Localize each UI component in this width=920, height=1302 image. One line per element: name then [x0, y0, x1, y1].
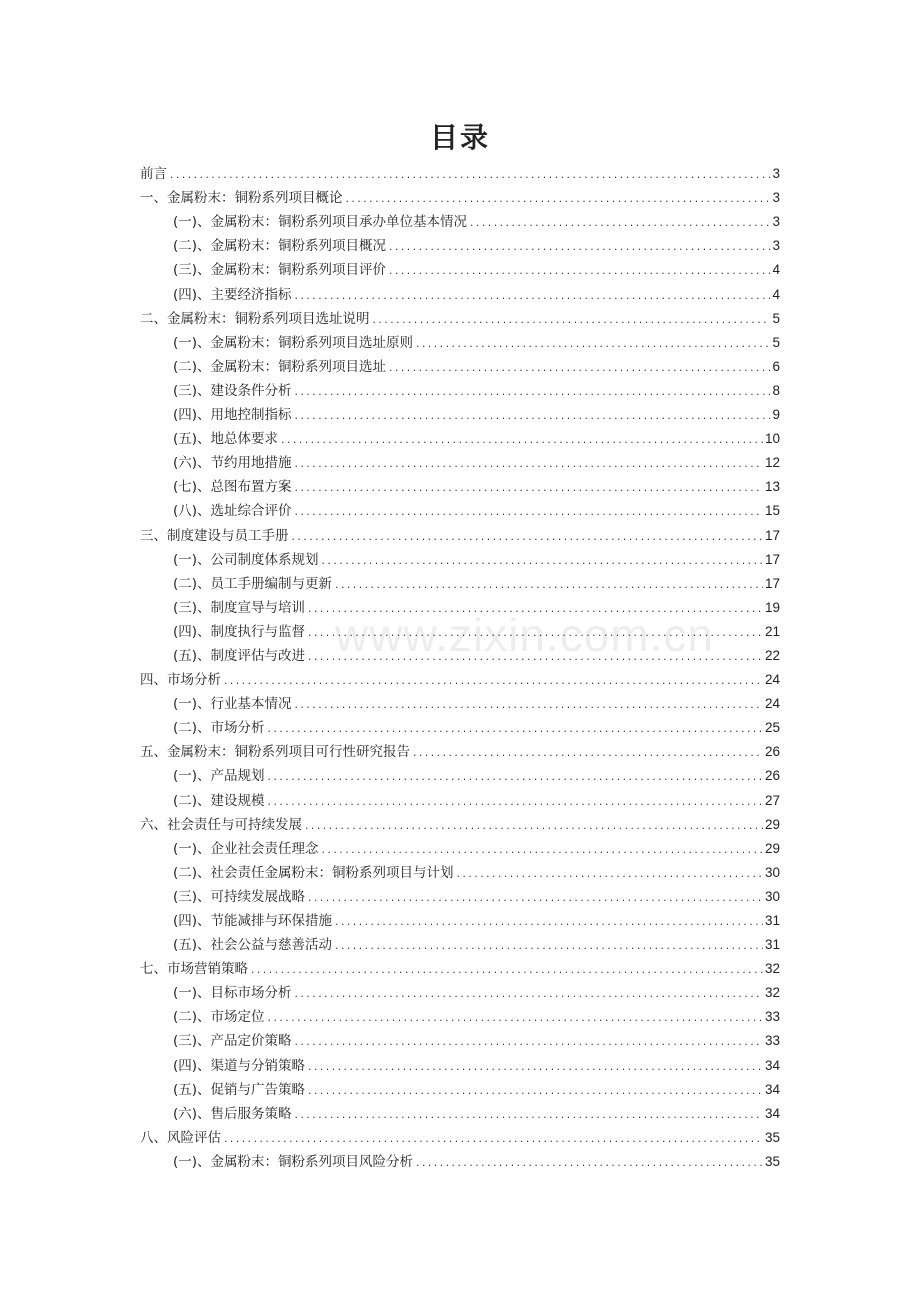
toc-subentry[interactable]: [140, 1102, 780, 1126]
toc-entry-label: (一)、企业社会责任理念: [173, 840, 319, 857]
toc-page-number: 22: [764, 647, 780, 663]
toc-dot-leader: [307, 648, 763, 668]
toc-subentry[interactable]: [140, 837, 780, 861]
toc-subentry[interactable]: [140, 475, 780, 499]
toc-page-number: 17: [764, 527, 780, 543]
toc-dot-leader: [294, 696, 763, 716]
toc-entry-label: (三)、产品定价策略: [173, 1033, 292, 1050]
toc-entry-label: 八、风险评估: [140, 1129, 221, 1146]
toc-dot-leader: [294, 383, 771, 403]
toc-dot-leader: [456, 865, 763, 885]
toc-entry-label: (五)、促销与广告策略: [173, 1081, 306, 1098]
toc-page-number: 30: [764, 864, 780, 880]
toc-entry-label: (三)、建设条件分析: [173, 382, 292, 399]
toc-entry-label: 七、市场营销策略: [140, 961, 248, 978]
toc-dot-leader: [250, 961, 763, 981]
toc-page-number: 8: [772, 382, 780, 398]
toc-dot-leader: [223, 672, 763, 692]
toc-entry[interactable]: [140, 740, 780, 764]
toc-subentry[interactable]: [140, 355, 780, 379]
toc-entry-label: (二)、金属粉末：铜粉系列项目概况: [173, 238, 387, 255]
toc-dot-leader: [280, 431, 763, 451]
toc-dot-leader: [415, 1154, 763, 1174]
toc-page-number: 15: [764, 503, 780, 519]
page-title: 目录: [429, 121, 490, 154]
toc-dot-leader: [321, 552, 763, 572]
toc-page-number: 3: [772, 214, 780, 230]
toc-entry-label: (一)、金属粉末：铜粉系列项目风险分析: [173, 1153, 414, 1170]
toc-dot-leader: [334, 937, 763, 957]
toc-subentry[interactable]: [140, 596, 780, 620]
toc-page-number: 4: [772, 286, 780, 302]
toc-entry-label: 四、市场分析: [140, 672, 221, 689]
toc-page-number: 35: [764, 1153, 780, 1169]
toc-entry[interactable]: [140, 668, 780, 692]
toc-subentry[interactable]: [140, 909, 780, 933]
toc-subentry[interactable]: [140, 234, 780, 258]
toc-entry[interactable]: [140, 307, 780, 331]
toc-dot-leader: [372, 311, 771, 331]
toc-page-number: 3: [772, 190, 780, 206]
toc-entry-label: (四)、用地控制指标: [173, 407, 292, 424]
toc-page-number: 35: [764, 1129, 780, 1145]
toc-subentry[interactable]: [140, 282, 780, 306]
toc-entry[interactable]: [140, 186, 780, 210]
toc-entry-label: (五)、地总体要求: [173, 431, 279, 448]
toc-dot-leader: [321, 841, 763, 861]
toc-page-number: 34: [764, 1057, 780, 1073]
toc-page-number: 21: [764, 623, 780, 639]
toc-dot-leader: [388, 238, 770, 258]
toc-dot-leader: [294, 985, 763, 1005]
toc-page-number: 31: [764, 913, 780, 928]
toc-page-number: 26: [764, 768, 780, 784]
toc-entry-label: (三)、金属粉末：铜粉系列项目评价: [173, 262, 387, 279]
toc-subentry[interactable]: [140, 620, 780, 644]
toc-page-number: 27: [764, 792, 780, 808]
toc-page-number: 13: [764, 479, 780, 495]
toc-subentry[interactable]: [140, 403, 780, 427]
toc-dot-leader: [294, 1106, 763, 1126]
toc-entry-label: (二)、员工手册编制与更新: [173, 575, 333, 592]
toc-entry-label: (一)、公司制度体系规划: [173, 551, 319, 568]
toc-dot-leader: [267, 768, 763, 788]
toc-subentry[interactable]: [140, 427, 780, 451]
toc-page-number: 9: [772, 407, 780, 423]
toc-entry-label: 前言: [140, 166, 167, 183]
toc-entry-label: (四)、节能减排与环保措施: [173, 913, 333, 929]
toc-subentry[interactable]: [140, 885, 780, 909]
toc-entry-label: (一)、产品规划: [173, 768, 265, 785]
toc-page-number: 4: [772, 262, 780, 278]
toc-subentry[interactable]: [140, 644, 780, 668]
toc-subentry[interactable]: [140, 210, 780, 234]
toc-subentry[interactable]: [140, 548, 780, 572]
toc-entry-label: (五)、制度评估与改进: [173, 647, 306, 664]
toc-page-number: 29: [764, 840, 780, 856]
toc-dot-leader: [307, 600, 763, 620]
toc-dot-leader: [388, 262, 770, 282]
toc-subentry[interactable]: [140, 692, 780, 716]
toc-subentry[interactable]: [140, 788, 780, 812]
toc-dot-leader: [307, 1082, 763, 1102]
toc-dot-leader: [307, 1058, 763, 1078]
toc-subentry[interactable]: [140, 764, 780, 788]
toc-entry-label: (八)、选址综合评价: [173, 503, 292, 520]
toc-dot-leader: [294, 503, 763, 523]
toc-page-number: 34: [764, 1105, 780, 1121]
toc-dot-leader: [469, 214, 770, 234]
toc-page-number: 3: [772, 166, 780, 182]
toc-entry-label: (一)、金属粉末：铜粉系列项目选址原则: [173, 334, 414, 351]
toc-dot-leader: [415, 335, 770, 355]
toc-subentry[interactable]: [140, 1005, 780, 1029]
toc-subentry[interactable]: [140, 379, 780, 403]
toc-page-number: 17: [764, 551, 780, 567]
toc-entry-label: (三)、制度宣导与培训: [173, 599, 306, 616]
toc-entry-label: (六)、节约用地措施: [173, 455, 292, 472]
table-of-contents: [140, 162, 780, 1174]
toc-page-number: 32: [764, 985, 780, 1001]
toc-entry-label: (七)、总图布置方案: [173, 479, 292, 496]
toc-dot-leader: [307, 624, 763, 644]
toc-subentry[interactable]: [140, 451, 780, 475]
toc-dot-leader: [412, 744, 763, 764]
toc-page-number: 29: [764, 816, 780, 832]
toc-subentry[interactable]: [140, 933, 780, 957]
toc-entry-label: (二)、社会责任金属粉末：铜粉系列项目与计划: [173, 864, 454, 881]
toc-dot-leader: [294, 455, 763, 475]
toc-page-number: 24: [764, 696, 780, 712]
toc-dot-leader: [294, 479, 763, 499]
toc-entry-label: (三)、可持续发展战略: [173, 888, 306, 905]
toc-entry-label: (四)、渠道与分销策略: [173, 1057, 306, 1074]
toc-dot-leader: [304, 817, 763, 837]
watermark: www.zixin.com.cn: [335, 609, 714, 661]
toc-page-number: 24: [764, 672, 780, 688]
toc-entry[interactable]: [140, 523, 780, 547]
toc-entry[interactable]: [140, 1126, 780, 1150]
toc-dot-leader: [334, 913, 763, 933]
toc-entry-label: (一)、行业基本情况: [173, 696, 292, 713]
toc-dot-leader: [267, 1009, 763, 1029]
toc-subentry[interactable]: [140, 258, 780, 282]
toc-entry[interactable]: [140, 813, 780, 837]
toc-entry[interactable]: [140, 957, 780, 981]
toc-dot-leader: [294, 1033, 763, 1053]
toc-entry-label: (二)、金属粉末：铜粉系列项目选址: [173, 358, 387, 375]
toc-entry-label: 六、社会责任与可持续发展: [140, 816, 302, 833]
toc-page-number: 30: [764, 888, 780, 904]
toc-dot-leader: [388, 359, 770, 379]
toc-dot-leader: [169, 166, 770, 186]
toc-page-number: 33: [764, 1009, 780, 1025]
toc-page-number: 25: [764, 720, 780, 736]
toc-subentry[interactable]: [140, 716, 780, 740]
toc-entry-label: (二)、市场定位: [173, 1009, 265, 1026]
toc-dot-leader: [267, 793, 763, 813]
toc-dot-leader: [294, 407, 771, 427]
toc-page-number: 6: [772, 358, 780, 374]
toc-subentry[interactable]: [140, 499, 780, 523]
toc-dot-leader: [345, 190, 771, 210]
toc-entry-label: 一、金属粉末：铜粉系列项目概论: [140, 190, 343, 207]
toc-page-number: 32: [764, 961, 780, 977]
toc-entry-label: (四)、主要经济指标: [173, 286, 292, 303]
toc-page-number: 10: [764, 431, 780, 447]
toc-dot-leader: [307, 889, 763, 909]
toc-page-number: 19: [764, 599, 780, 615]
toc-page-number: 5: [772, 310, 780, 326]
toc-subentry[interactable]: [140, 861, 780, 885]
toc-entry-label: (六)、售后服务策略: [173, 1105, 292, 1122]
toc-entry-label: 三、制度建设与员工手册: [140, 527, 289, 544]
toc-subentry[interactable]: [140, 1029, 780, 1053]
toc-page-number: 17: [764, 575, 780, 591]
toc-entry-label: 五、金属粉末：铜粉系列项目可行性研究报告: [140, 744, 410, 761]
toc-dot-leader: [267, 720, 763, 740]
toc-entry-label: (四)、制度执行与监督: [173, 623, 306, 640]
toc-subentry[interactable]: [140, 981, 780, 1005]
toc-entry-label: 二、金属粉末：铜粉系列项目选址说明: [140, 310, 370, 327]
toc-dot-leader: [294, 287, 771, 307]
toc-entry-label: (一)、金属粉末：铜粉系列项目承办单位基本情况: [173, 214, 468, 231]
toc-page-number: 33: [764, 1033, 780, 1049]
toc-entry-label: (五)、社会公益与慈善活动: [173, 937, 333, 954]
toc-subentry[interactable]: [140, 331, 780, 355]
toc-page-number: 12: [764, 455, 780, 471]
toc-page-number: 3: [772, 238, 780, 254]
toc-dot-leader: [334, 576, 763, 596]
toc-subentry[interactable]: [140, 1078, 780, 1102]
toc-entry-label: (一)、目标市场分析: [173, 985, 292, 1002]
toc-dot-leader: [223, 1130, 763, 1150]
toc-page-number: 34: [764, 1081, 780, 1097]
toc-page-number: 31: [764, 937, 780, 953]
toc-page-number: 5: [772, 334, 780, 350]
toc-page-number: 26: [764, 744, 780, 760]
toc-dot-leader: [291, 528, 763, 548]
toc-entry[interactable]: [140, 162, 780, 186]
toc-entry-label: (二)、市场分析: [173, 720, 265, 737]
toc-subentry[interactable]: [140, 572, 780, 596]
toc-subentry[interactable]: [140, 1150, 780, 1174]
toc-entry-label: (二)、建设规模: [173, 792, 265, 809]
toc-subentry[interactable]: [140, 1053, 780, 1077]
